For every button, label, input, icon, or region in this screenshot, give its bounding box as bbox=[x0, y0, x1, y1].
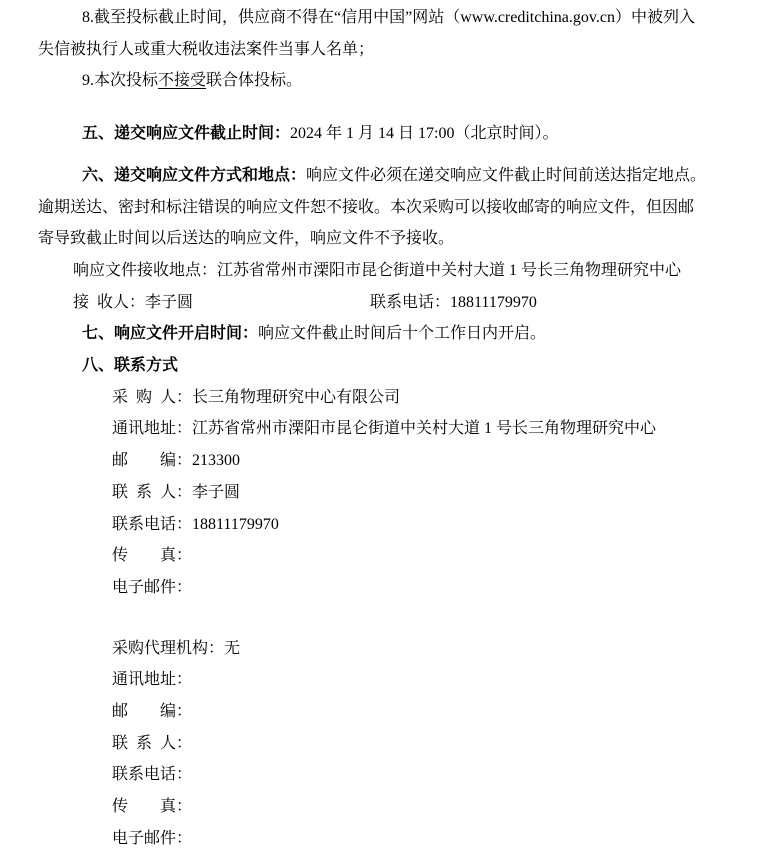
agency-email-line bbox=[0, 823, 757, 855]
purchaser-email-line bbox=[0, 572, 757, 604]
clause-9-no-consortium bbox=[0, 65, 757, 97]
text-segment: 电子邮件： bbox=[112, 829, 193, 847]
section-5-submission-deadline bbox=[0, 118, 757, 150]
text-segment: 联系电话： bbox=[112, 766, 193, 784]
agency-phone-line bbox=[0, 759, 757, 791]
text-segment: 联合体投标。 bbox=[206, 72, 303, 90]
text-segment: 七、响应文件开启时间： bbox=[82, 325, 259, 343]
text-segment: 六、递交响应文件方式和地点： bbox=[82, 166, 307, 184]
text-segment: 电子邮件： bbox=[112, 578, 193, 596]
section-8-contact-heading bbox=[0, 350, 757, 382]
text-segment: 8.截至投标截止时间，供应商不得在“信用中国”网站（www.creditchina.gov.cn）中被列入 bbox=[82, 9, 695, 26]
text-segment: 通讯地址：江苏省常州市溧阳市昆仑街道中关村大道 1 号长三角物理研究中心 bbox=[112, 420, 657, 438]
text-segment: 不接受 bbox=[158, 72, 207, 90]
text-segment: 通讯地址： bbox=[112, 671, 193, 689]
text-segment: 传 真： bbox=[112, 547, 193, 565]
receiver-and-phone-line bbox=[0, 287, 757, 319]
blank-line bbox=[0, 604, 757, 633]
text-segment: 响应文件截止时间后十个工作日内开启。 bbox=[258, 325, 547, 343]
clause-8-line-1 bbox=[0, 2, 757, 34]
text-segment: 响应文件接收地点：江苏省常州市溧阳市昆仑街道中关村大道 1 号长三角物理研究中心 bbox=[73, 261, 682, 279]
purchaser-fax-line bbox=[0, 540, 757, 572]
section-6-method-line-1 bbox=[0, 160, 757, 192]
purchaser-address-line bbox=[0, 413, 757, 445]
text-segment: 联 系 人：李子圆 bbox=[112, 483, 241, 501]
text-segment: 八、联系方式 bbox=[82, 357, 179, 375]
text-segment: 失信被执行人或重大税收违法案件当事人名单； bbox=[38, 40, 375, 58]
purchaser-postcode-line bbox=[0, 445, 757, 477]
purchaser-contact-person-line bbox=[0, 477, 757, 509]
text-segment: 联系电话：18811179970 bbox=[112, 515, 279, 533]
text-segment: 2024 年 1 月 14 日 17:00（北京时间）。 bbox=[290, 125, 559, 143]
text-segment: 邮 编： bbox=[112, 703, 193, 721]
agency-name-line bbox=[0, 633, 757, 665]
text-segment: 采购代理机构：无 bbox=[112, 639, 241, 657]
section-6-method-line-2 bbox=[0, 192, 757, 224]
text-segment: 9.本次投标 bbox=[82, 72, 159, 90]
section-7-opening-time bbox=[0, 318, 757, 350]
agency-fax-line bbox=[0, 791, 757, 823]
text-segment: 响应文件必须在递交响应文件截止时间前送达指定地点。 bbox=[306, 166, 707, 184]
agency-address-line bbox=[0, 664, 757, 696]
text-segment: 联系电话：18811179970 bbox=[370, 293, 537, 311]
text-segment: 接 收人：李子圆 bbox=[73, 293, 194, 311]
purchaser-name-line bbox=[0, 382, 757, 414]
receive-address-line bbox=[0, 255, 757, 287]
text-segment: 逾期送达、密封和标注错误的响应文件恕不接收。本次采购可以接收邮寄的响应文件，但因邮 bbox=[38, 198, 695, 216]
agency-contact-person-line bbox=[0, 728, 757, 760]
agency-postcode-line bbox=[0, 696, 757, 728]
section-6-method-line-3 bbox=[0, 223, 757, 255]
text-segment: 邮 编：213300 bbox=[112, 452, 241, 470]
text-segment: 联 系 人： bbox=[112, 734, 193, 752]
text-segment: 五、递交响应文件截止时间： bbox=[82, 125, 291, 143]
purchaser-phone-line bbox=[0, 509, 757, 541]
text-segment: 寄导致截止时间以后送达的响应文件，响应文件不予接收。 bbox=[38, 230, 455, 248]
clause-8-line-2 bbox=[0, 34, 757, 66]
text-segment: 传 真： bbox=[112, 798, 193, 816]
text-segment: 采 购 人：长三角物理研究中心有限公司 bbox=[112, 388, 401, 406]
